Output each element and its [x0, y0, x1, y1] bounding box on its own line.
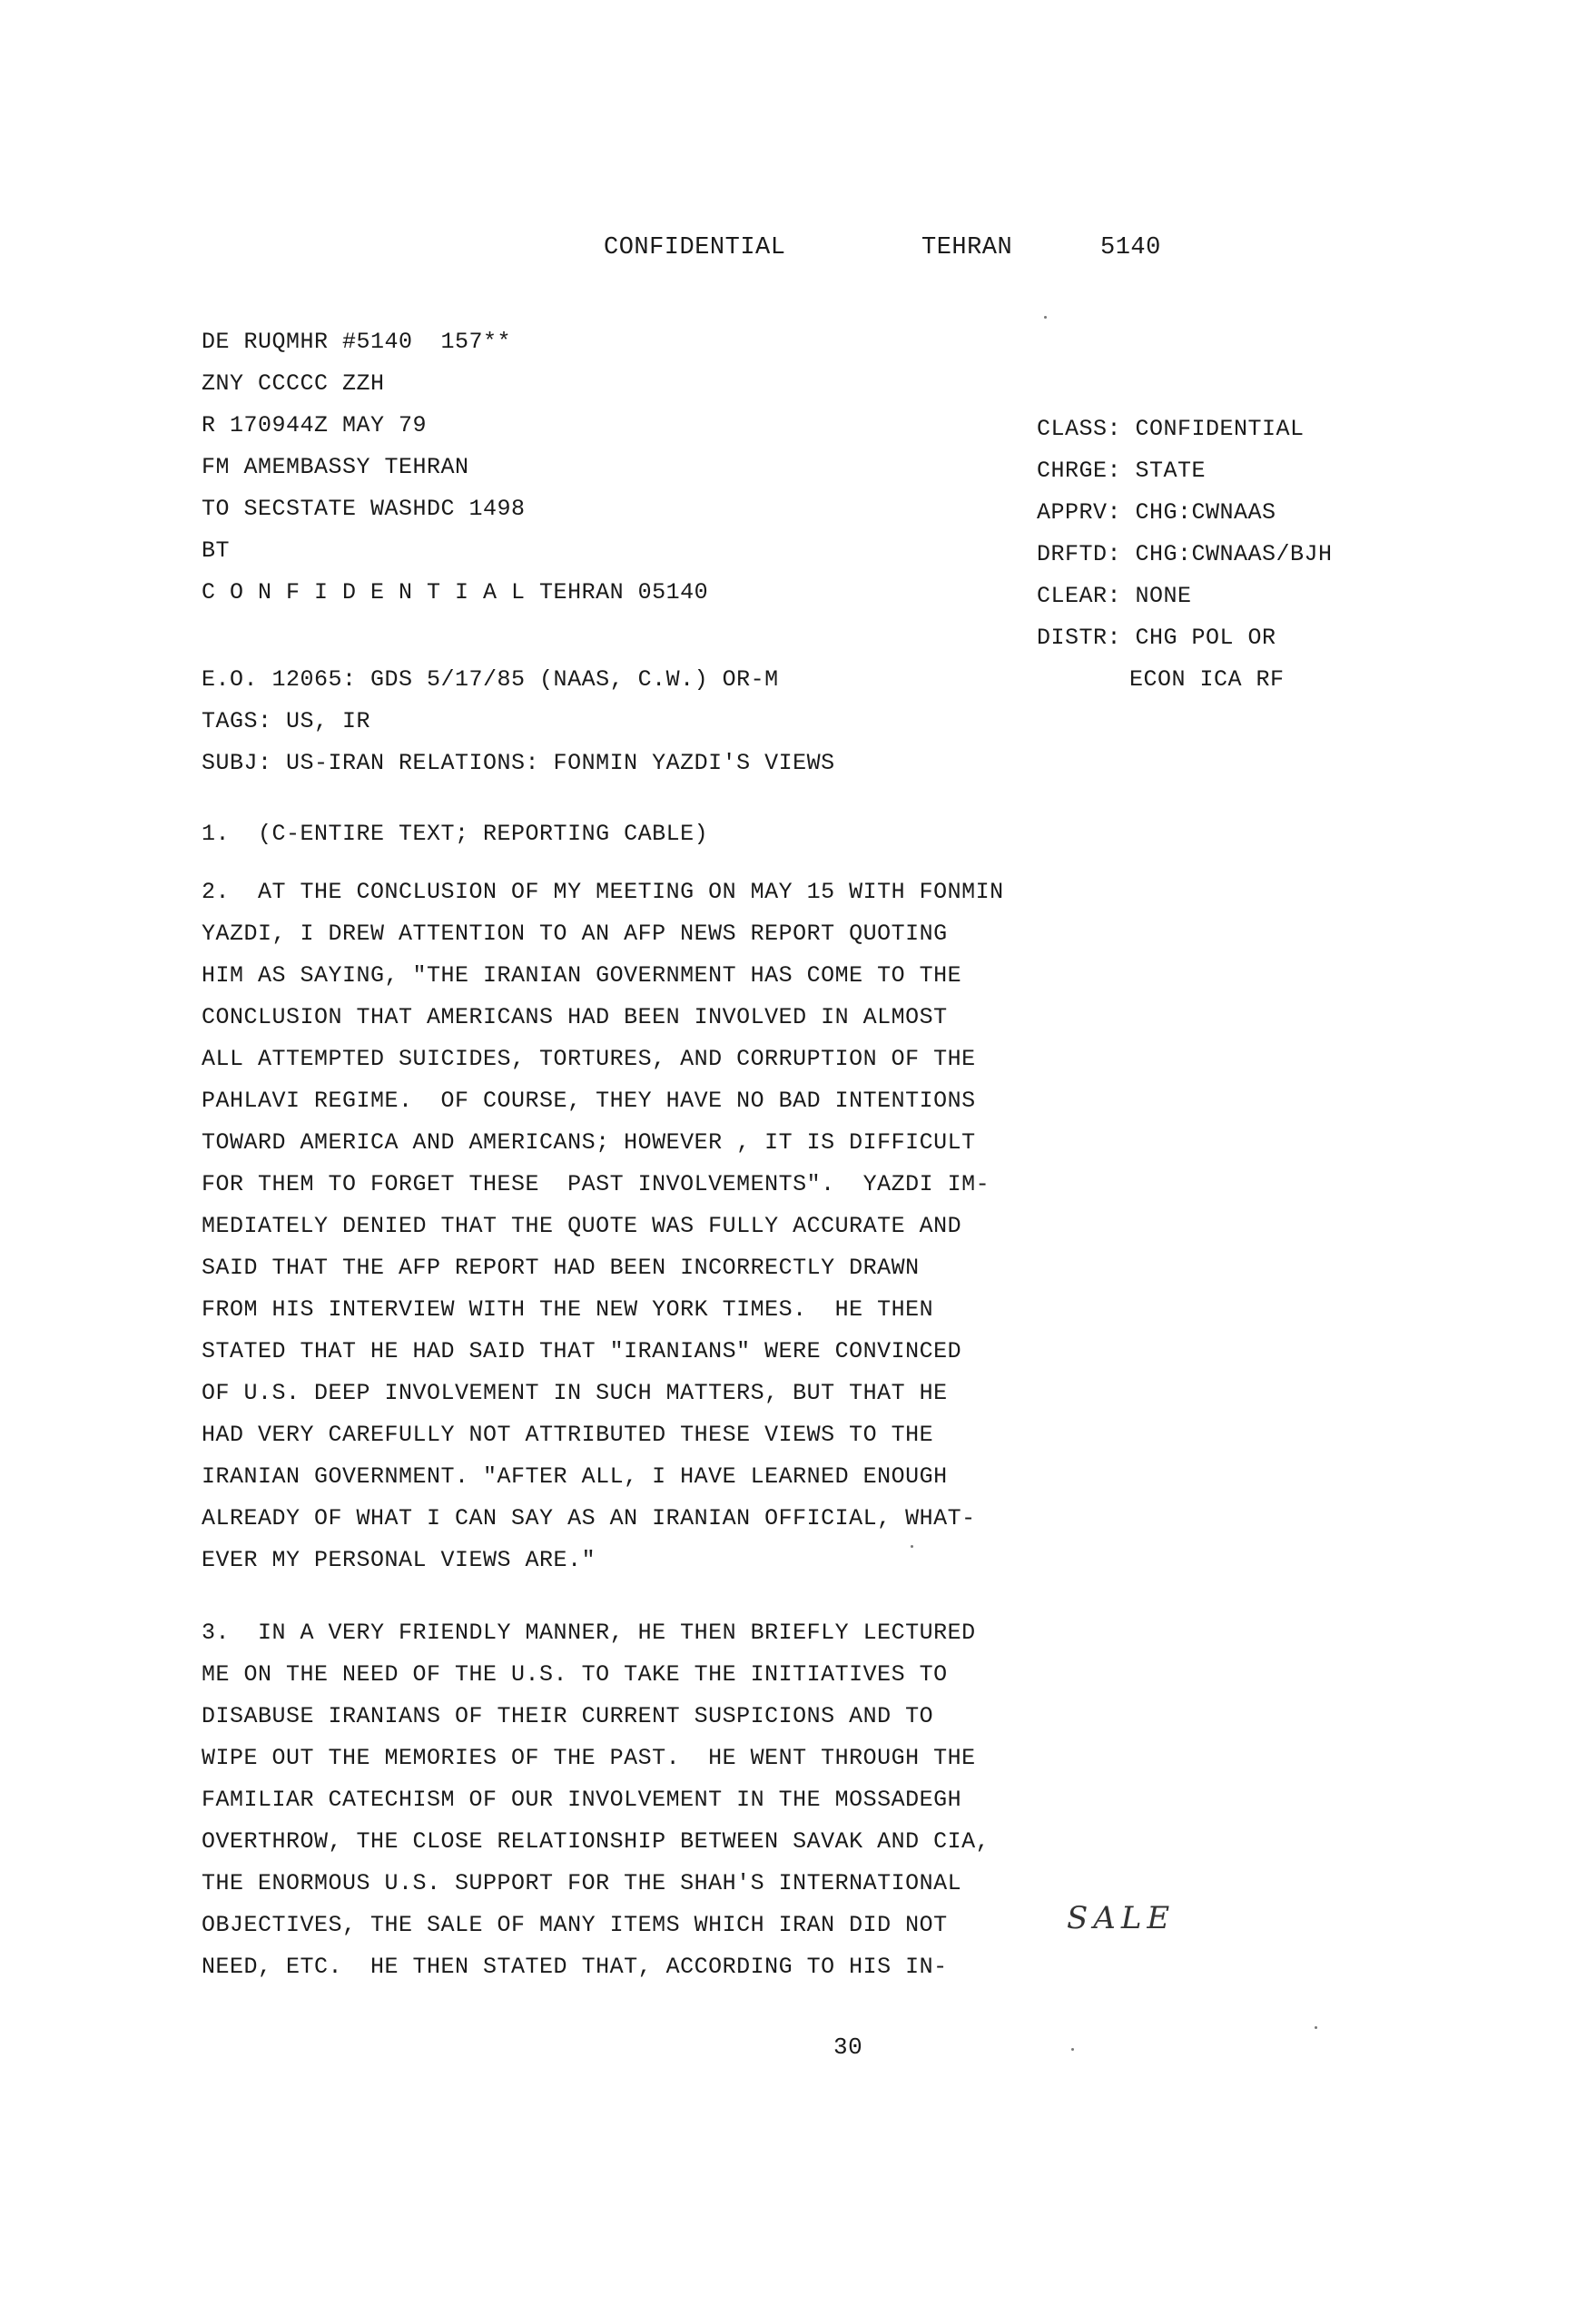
paragraph-2-line: TOWARD AMERICA AND AMERICANS; HOWEVER , IT IS DIFFICULT [202, 1129, 976, 1156]
paragraph-3-line: OBJECTIVES, THE SALE OF MANY ITEMS WHICH IRAN DID NOT [202, 1912, 948, 1938]
dist-distr: DISTR: CHG POL OR [1037, 625, 1276, 651]
routing-line-2: ZNY CCCCC ZZH [202, 370, 385, 397]
paragraph-2-line: 2. AT THE CONCLUSION OF MY MEETING ON MAY 15 WITH FONMIN [202, 879, 1004, 905]
tags-line: TAGS: US, IR [202, 708, 371, 734]
routing-bt: BT [202, 537, 231, 564]
paragraph-2-line: STATED THAT HE HAD SAID THAT "IRANIANS" WERE CONVINCED [202, 1338, 962, 1364]
paragraph-2-line: MEDIATELY DENIED THAT THE QUOTE WAS FULLY ACCURATE AND [202, 1213, 962, 1239]
scan-speck [911, 1545, 913, 1548]
paragraph-2-line: ALL ATTEMPTED SUICIDES, TORTURES, AND CORRUPTION OF THE [202, 1046, 976, 1072]
dist-chrge: CHRGE: STATE [1037, 458, 1207, 484]
dist-drftd: DRFTD: CHG:CWNAAS/BJH [1037, 541, 1333, 567]
paragraph-3-line: OVERTHROW, THE CLOSE RELATIONSHIP BETWEEN SAVAK AND CIA, [202, 1828, 990, 1855]
scan-speck [1044, 316, 1047, 319]
scan-speck [1315, 2026, 1317, 2029]
dist-apprv: APPRV: CHG:CWNAAS [1037, 499, 1276, 526]
paragraph-3-line: ME ON THE NEED OF THE U.S. TO TAKE THE INITIATIVES TO [202, 1661, 948, 1688]
paragraph-3-line: NEED, ETC. HE THEN STATED THAT, ACCORDING TO HIS IN- [202, 1954, 948, 1980]
header-post: TEHRAN [921, 234, 1013, 261]
header-classification: CONFIDENTIAL [604, 234, 786, 261]
routing-line-1: DE RUQMHR #5140 157** [202, 329, 512, 355]
paragraph-2-line: HAD VERY CAREFULLY NOT ATTRIBUTED THESE VIEWS TO THE [202, 1422, 934, 1448]
paragraph-3-line: DISABUSE IRANIANS OF THEIR CURRENT SUSPICIONS AND TO [202, 1703, 934, 1729]
paragraph-2-line: ALREADY OF WHAT I CAN SAY AS AN IRANIAN OFFICIAL, WHAT- [202, 1505, 976, 1531]
paragraph-2-line: EVER MY PERSONAL VIEWS ARE." [202, 1547, 596, 1573]
paragraph-3-line: 3. IN A VERY FRIENDLY MANNER, HE THEN BRIEFLY LECTURED [202, 1620, 976, 1646]
header-number: 5140 [1100, 234, 1161, 261]
routing-to: TO SECSTATE WASHDC 1498 [202, 496, 526, 522]
paragraph-3-line: WIPE OUT THE MEMORIES OF THE PAST. HE WENT THROUGH THE [202, 1745, 976, 1771]
paragraph-2-line: SAID THAT THE AFP REPORT HAD BEEN INCORRECTLY DRAWN [202, 1255, 920, 1281]
paragraph-2-line: YAZDI, I DREW ATTENTION TO AN AFP NEWS REPORT QUOTING [202, 921, 948, 947]
scan-speck [1071, 2048, 1074, 2051]
paragraph-2-line: HIM AS SAYING, "THE IRANIAN GOVERNMENT HAS COME TO THE [202, 962, 962, 989]
dist-clear: CLEAR: NONE [1037, 583, 1192, 609]
handwritten-note: SALE [1067, 1900, 1176, 1936]
paragraph-1: 1. (C-ENTIRE TEXT; REPORTING CABLE) [202, 821, 709, 847]
paragraph-2-line: OF U.S. DEEP INVOLVEMENT IN SUCH MATTERS, BUT THAT HE [202, 1380, 948, 1406]
paragraph-2-line: PAHLAVI REGIME. OF COURSE, THEY HAVE NO BAD INTENTIONS [202, 1088, 976, 1114]
dist-class: CLASS: CONFIDENTIAL [1037, 416, 1305, 442]
routing-from: FM AMEMBASSY TEHRAN [202, 454, 469, 480]
routing-date-time-group: R 170944Z MAY 79 [202, 412, 428, 438]
paragraph-3-line: THE ENORMOUS U.S. SUPPORT FOR THE SHAH'S INTERNATIONAL [202, 1870, 962, 1896]
paragraph-3-line: FAMILIAR CATECHISM OF OUR INVOLVEMENT IN THE MOSSADEGH [202, 1787, 962, 1813]
paragraph-2-line: IRANIAN GOVERNMENT. "AFTER ALL, I HAVE LEARNED ENOUGH [202, 1463, 948, 1490]
page-number: 30 [833, 2034, 863, 2061]
paragraph-2-line: FOR THEM TO FORGET THESE PAST INVOLVEMENTS". YAZDI IM- [202, 1171, 990, 1197]
subject-line: SUBJ: US-IRAN RELATIONS: FONMIN YAZDI'S VIEWS [202, 750, 835, 776]
routing-classification-line: C O N F I D E N T I A L TEHRAN 05140 [202, 579, 709, 606]
paragraph-2-line: CONCLUSION THAT AMERICANS HAD BEEN INVOLVED IN ALMOST [202, 1004, 948, 1030]
eo-line: E.O. 12065: GDS 5/17/85 (NAAS, C.W.) OR-M [202, 666, 779, 693]
paragraph-2-line: FROM HIS INTERVIEW WITH THE NEW YORK TIMES. HE THEN [202, 1296, 934, 1323]
dist-distr-cont: ECON ICA RF [1129, 666, 1285, 693]
